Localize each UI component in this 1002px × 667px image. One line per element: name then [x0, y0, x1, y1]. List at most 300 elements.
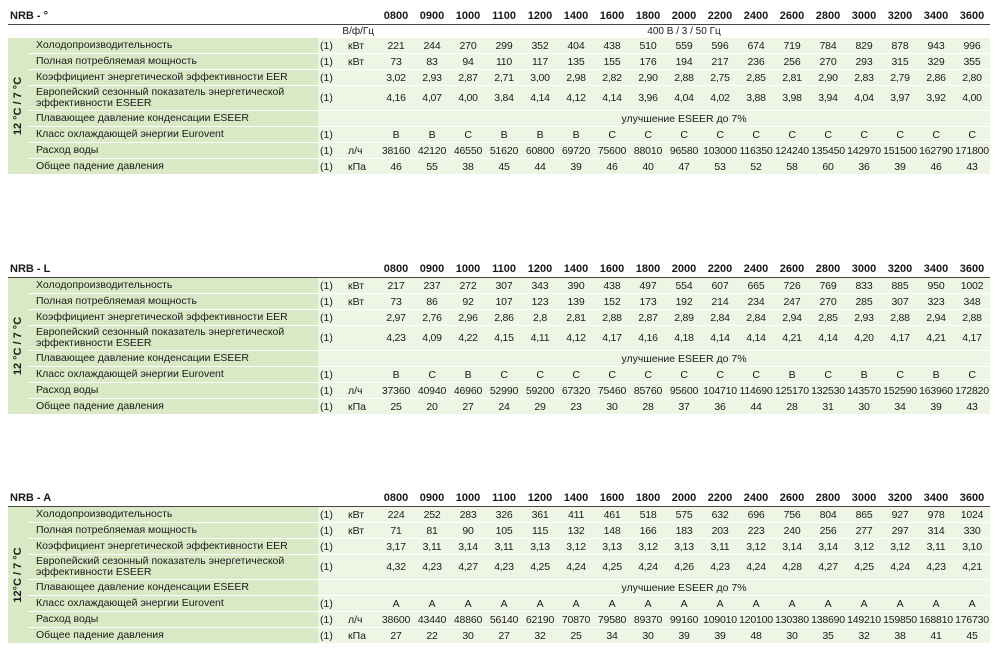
- cell-value: 52990: [486, 383, 522, 399]
- table-row: [8, 555, 990, 580]
- cell-value: 3,96: [630, 86, 666, 111]
- table-row: [8, 596, 990, 612]
- cell-value: C: [774, 127, 810, 143]
- cell-value: 163960: [919, 384, 953, 397]
- cell-value: C: [450, 127, 486, 143]
- row-label: Плавающее давление конденсации ESEER: [28, 580, 318, 596]
- row-unit: л/ч: [346, 383, 378, 399]
- cell-value: 172820: [955, 384, 989, 397]
- cell-value: 4,17: [882, 326, 918, 351]
- cell-value: 45: [954, 628, 990, 644]
- cell-value: 2,90: [630, 70, 666, 86]
- power-supply-value: 400 В / 3 / 50 Гц: [647, 26, 721, 37]
- cell-value: 53: [702, 159, 738, 175]
- model-header: 2400: [738, 490, 774, 507]
- spec-table: [8, 8, 990, 175]
- model-header: 0900: [414, 490, 450, 507]
- row-note: (1): [318, 399, 346, 415]
- cell-value: 88010: [630, 143, 666, 159]
- row-label: Класс охлаждающей энергии Eurovent: [28, 127, 318, 143]
- cell-value: 28: [630, 399, 666, 415]
- model-header: 2600: [774, 490, 810, 507]
- cell-value: C: [666, 367, 702, 383]
- cell-value: 2,82: [594, 70, 630, 86]
- cell-value: 2,86: [486, 310, 522, 326]
- cell-value: 4,17: [594, 326, 630, 351]
- cell-value: 438: [594, 38, 630, 54]
- cell-value: 2,75: [702, 70, 738, 86]
- cell-value: 36: [846, 159, 882, 175]
- cell-value: 81: [414, 523, 450, 539]
- cell-value: C: [738, 127, 774, 143]
- row-note: (1): [318, 383, 346, 399]
- table-row: [8, 351, 990, 367]
- cell-value: 885: [882, 278, 918, 294]
- cell-value: B: [918, 367, 954, 383]
- cell-value: 270: [450, 38, 486, 54]
- cell-value: 2,81: [774, 70, 810, 86]
- table-row: [8, 580, 990, 596]
- cell-value: 3,84: [486, 86, 522, 111]
- cell-value: 35: [810, 628, 846, 644]
- cell-value: 329: [918, 54, 954, 70]
- cell-value: 217: [378, 278, 414, 294]
- cell-value: 361: [522, 507, 558, 523]
- cell-value: 71: [378, 523, 414, 539]
- cell-value: 4,18: [666, 326, 702, 351]
- cell-value: C: [522, 367, 558, 383]
- row-note: (1): [318, 523, 346, 539]
- row-unit: кВт: [346, 507, 378, 523]
- row-note: (1): [318, 278, 346, 294]
- cell-value: 293: [846, 54, 882, 70]
- cell-value: 30: [846, 399, 882, 415]
- cell-value: 878: [882, 38, 918, 54]
- cell-value: 323: [918, 294, 954, 310]
- model-header: 1600: [594, 261, 630, 278]
- temperature-label-text: 12 °C / 7 °C: [12, 316, 24, 376]
- table-row: [8, 54, 990, 70]
- row-note: (1): [318, 159, 346, 175]
- cell-value: 32: [522, 628, 558, 644]
- model-header: 2800: [810, 261, 846, 278]
- cell-value: A: [414, 596, 450, 612]
- cell-value: 411: [558, 507, 594, 523]
- model-header: 3400: [918, 261, 954, 278]
- table-title: NRB - L: [8, 261, 378, 278]
- row-unit: [346, 127, 378, 143]
- cell-value: 2,83: [846, 70, 882, 86]
- cell-value: 2,79: [882, 70, 918, 86]
- row-label: Плавающее давление конденсации ESEER: [28, 351, 318, 367]
- spec-table-nrb-l: [8, 261, 990, 415]
- cell-value: 223: [738, 523, 774, 539]
- row-unit: [346, 86, 378, 111]
- cell-value: 461: [594, 507, 630, 523]
- model-header: 1000: [450, 490, 486, 507]
- cell-value: 769: [810, 278, 846, 294]
- cell-value: 46: [918, 159, 954, 175]
- cell-value: 2,8: [522, 310, 558, 326]
- cell-value: 4,23: [918, 555, 954, 580]
- cell-value: 4,23: [702, 555, 738, 580]
- cell-value: 833: [846, 278, 882, 294]
- cell-value: 194: [666, 54, 702, 70]
- model-header: 1000: [450, 261, 486, 278]
- cell-value: 38160: [378, 143, 414, 159]
- cell-value: 107: [486, 294, 522, 310]
- table-row: [8, 628, 990, 644]
- cell-value: 130380: [775, 613, 809, 626]
- cell-value: 4,27: [450, 555, 486, 580]
- table-row: [8, 278, 990, 294]
- cell-value: C: [810, 367, 846, 383]
- model-header: 2200: [702, 261, 738, 278]
- cell-value: 2,84: [702, 310, 738, 326]
- cell-value: 2,88: [954, 310, 990, 326]
- row-unit: кПа: [346, 628, 378, 644]
- row-unit: кПа: [346, 159, 378, 175]
- cell-value: 89370: [630, 612, 666, 628]
- cell-value: B: [522, 127, 558, 143]
- cell-value: 3,92: [918, 86, 954, 111]
- model-header: 1800: [630, 261, 666, 278]
- cell-value: 829: [846, 38, 882, 54]
- cell-value: B: [558, 127, 594, 143]
- cell-value: 75600: [594, 143, 630, 159]
- table-title: NRB - A: [8, 490, 378, 507]
- cell-value: 132: [558, 523, 594, 539]
- cell-value: 2,93: [846, 310, 882, 326]
- cell-value: 39: [882, 159, 918, 175]
- row-label: Полная потребляемая мощность: [28, 523, 318, 539]
- temperature-side-label: [8, 38, 28, 175]
- row-note: (1): [318, 628, 346, 644]
- row-label: Холодопроизводительность: [28, 507, 318, 523]
- cell-value: 554: [666, 278, 702, 294]
- model-header: 2200: [702, 8, 738, 25]
- cell-value: 162790: [919, 144, 953, 157]
- cell-value: 2,85: [738, 70, 774, 86]
- cell-value: 4,20: [846, 326, 882, 351]
- cell-value: 236: [738, 54, 774, 70]
- cell-value: 307: [882, 294, 918, 310]
- spec-table: [8, 490, 990, 644]
- cell-value: 92: [450, 294, 486, 310]
- cell-value: 25: [378, 399, 414, 415]
- cell-value: 950: [918, 278, 954, 294]
- cell-value: 3,88: [738, 86, 774, 111]
- cell-value: 2,94: [774, 310, 810, 326]
- cell-value: A: [918, 596, 954, 612]
- header-row: [8, 8, 990, 25]
- cell-value: 45: [486, 159, 522, 175]
- cell-value: 4,24: [630, 555, 666, 580]
- cell-value: 390: [558, 278, 594, 294]
- cell-value: 143570: [847, 384, 881, 397]
- cell-value: 176730: [955, 613, 989, 626]
- row-unit: [346, 596, 378, 612]
- model-header: 2600: [774, 261, 810, 278]
- cell-value: B: [774, 367, 810, 383]
- cell-value: 2,80: [954, 70, 990, 86]
- model-header: 1400: [558, 490, 594, 507]
- cell-value: 38600: [378, 612, 414, 628]
- cell-value: 192: [666, 294, 702, 310]
- cell-value: C: [702, 367, 738, 383]
- cell-value: 117: [522, 54, 558, 70]
- cell-value: 2,85: [810, 310, 846, 326]
- row-note: (1): [318, 70, 346, 86]
- cell-value: 4,02: [702, 86, 738, 111]
- cell-value: 152590: [883, 384, 917, 397]
- model-header: 2200: [702, 490, 738, 507]
- row-note: (1): [318, 127, 346, 143]
- row-note: (1): [318, 539, 346, 555]
- cell-value: 159850: [883, 613, 917, 626]
- cell-value: 43: [954, 399, 990, 415]
- cell-value: 59200: [522, 383, 558, 399]
- cell-value: C: [882, 127, 918, 143]
- table-row: [8, 111, 990, 127]
- row-label: Общее падение давления: [28, 399, 318, 415]
- cell-value: C: [738, 367, 774, 383]
- cell-value: 132530: [811, 384, 845, 397]
- table-row: [8, 383, 990, 399]
- cell-value: 79580: [594, 612, 630, 628]
- table-row: [8, 507, 990, 523]
- cell-value: C: [558, 367, 594, 383]
- cell-value: 3,02: [378, 70, 414, 86]
- cell-value: 123: [522, 294, 558, 310]
- model-header: 1800: [630, 490, 666, 507]
- cell-value: C: [954, 127, 990, 143]
- cell-value: 4,28: [774, 555, 810, 580]
- cell-value: 2,88: [666, 70, 702, 86]
- table-row: [8, 38, 990, 54]
- row-note: (1): [318, 86, 346, 111]
- row-unit: кВт: [346, 54, 378, 70]
- cell-value: 46960: [450, 383, 486, 399]
- cell-value: 240: [774, 523, 810, 539]
- cell-value: 285: [846, 294, 882, 310]
- cell-value: 27: [450, 399, 486, 415]
- model-header: 2800: [810, 490, 846, 507]
- cell-value: 38: [450, 159, 486, 175]
- cell-value: 996: [954, 38, 990, 54]
- power-supply-unit: В/ф/Гц: [342, 26, 375, 37]
- cell-value: 58: [774, 159, 810, 175]
- cell-value: 168810: [919, 613, 953, 626]
- cell-value: 559: [666, 38, 702, 54]
- cell-value: 596: [702, 38, 738, 54]
- cell-value: A: [522, 596, 558, 612]
- cell-value: 4,14: [810, 326, 846, 351]
- row-span-value: улучшение ESEER до 7%: [378, 351, 990, 367]
- cell-value: 3,14: [450, 539, 486, 555]
- cell-value: B: [450, 367, 486, 383]
- row-unit: [346, 111, 378, 127]
- cell-value: C: [954, 367, 990, 383]
- cell-value: 3,98: [774, 86, 810, 111]
- model-header: 3600: [954, 490, 990, 507]
- cell-value: 3,97: [882, 86, 918, 111]
- cell-value: 40: [630, 159, 666, 175]
- row-label: Европейский сезонный показатель энергетической эффективности ESEER: [28, 326, 318, 351]
- model-header: 3200: [882, 261, 918, 278]
- model-header: 1400: [558, 8, 594, 25]
- cell-value: 943: [918, 38, 954, 54]
- model-header: 0900: [414, 261, 450, 278]
- cell-value: 4,23: [414, 555, 450, 580]
- row-unit: [346, 310, 378, 326]
- table-row: [8, 294, 990, 310]
- cell-value: 4,26: [666, 555, 702, 580]
- table-row: [8, 127, 990, 143]
- row-unit: л/ч: [346, 612, 378, 628]
- cell-value: 252: [414, 507, 450, 523]
- row-label: Общее падение давления: [28, 628, 318, 644]
- table-row: [8, 523, 990, 539]
- row-note: (1): [318, 326, 346, 351]
- cell-value: 37: [666, 399, 702, 415]
- cell-value: 46550: [450, 143, 486, 159]
- cell-value: C: [414, 367, 450, 383]
- cell-value: 28: [774, 399, 810, 415]
- cell-value: 3,12: [846, 539, 882, 555]
- row-unit: кВт: [346, 278, 378, 294]
- cell-value: 39: [558, 159, 594, 175]
- row-label: Коэффициент энергетической эффективности EER: [28, 70, 318, 86]
- cell-value: 4,09: [414, 326, 450, 351]
- cell-value: 148: [594, 523, 630, 539]
- cell-value: C: [594, 127, 630, 143]
- cell-value: 34: [882, 399, 918, 415]
- cell-value: 244: [414, 38, 450, 54]
- cell-value: 237: [414, 278, 450, 294]
- cell-value: 3,11: [918, 539, 954, 555]
- table-title: NRB - °: [8, 8, 378, 25]
- header-row: [8, 261, 990, 278]
- cell-value: 96580: [666, 143, 702, 159]
- cell-value: 70870: [558, 612, 594, 628]
- cell-value: 115: [522, 523, 558, 539]
- cell-value: 27: [378, 628, 414, 644]
- cell-value: 3,11: [702, 539, 738, 555]
- cell-value: C: [630, 367, 666, 383]
- model-header: 1100: [486, 490, 522, 507]
- cell-value: 4,27: [810, 555, 846, 580]
- cell-value: A: [630, 596, 666, 612]
- model-header: 1200: [522, 261, 558, 278]
- cell-value: 124240: [775, 144, 809, 157]
- cell-value: 575: [666, 507, 702, 523]
- cell-value: 3,14: [810, 539, 846, 555]
- row-unit: кПа: [346, 399, 378, 415]
- cell-value: 4,14: [522, 86, 558, 111]
- row-label: Класс охлаждающей энергии Eurovent: [28, 596, 318, 612]
- cell-value: 30: [450, 628, 486, 644]
- cell-value: 86: [414, 294, 450, 310]
- cell-value: 2,76: [414, 310, 450, 326]
- cell-value: 99160: [666, 612, 702, 628]
- cell-value: 2,98: [558, 70, 594, 86]
- row-span-value: улучшение ESEER до 7%: [378, 580, 990, 596]
- cell-value: 90: [450, 523, 486, 539]
- cell-value: A: [666, 596, 702, 612]
- cell-value: 37360: [378, 383, 414, 399]
- row-unit: [346, 367, 378, 383]
- cell-value: 2,87: [450, 70, 486, 86]
- cell-value: 4,25: [846, 555, 882, 580]
- row-note: (1): [318, 38, 346, 54]
- cell-value: B: [846, 367, 882, 383]
- model-header: 3400: [918, 8, 954, 25]
- temperature-label-text: 12 °C / 7 °C: [12, 76, 24, 136]
- cell-value: 1024: [954, 507, 990, 523]
- temperature-side-label: [8, 507, 28, 644]
- cell-value: 75460: [594, 383, 630, 399]
- cell-value: B: [378, 367, 414, 383]
- cell-value: 2,88: [594, 310, 630, 326]
- cell-value: 696: [738, 507, 774, 523]
- cell-value: 43440: [414, 612, 450, 628]
- cell-value: 203: [702, 523, 738, 539]
- model-header: 3000: [846, 8, 882, 25]
- table-row: [8, 367, 990, 383]
- table-row: [8, 326, 990, 351]
- model-header: 1600: [594, 490, 630, 507]
- cell-value: 47: [666, 159, 702, 175]
- model-header: 1600: [594, 8, 630, 25]
- cell-value: 31: [810, 399, 846, 415]
- cell-value: 43: [954, 159, 990, 175]
- cell-value: 3,17: [378, 539, 414, 555]
- row-unit: [346, 326, 378, 351]
- cell-value: 42120: [414, 143, 450, 159]
- row-unit: [346, 70, 378, 86]
- cell-value: 183: [666, 523, 702, 539]
- cell-value: 221: [378, 38, 414, 54]
- cell-value: 73: [378, 54, 414, 70]
- cell-value: 24: [486, 399, 522, 415]
- cell-value: 4,12: [558, 326, 594, 351]
- cell-value: 46: [378, 159, 414, 175]
- cell-value: 2,90: [810, 70, 846, 86]
- cell-value: B: [378, 127, 414, 143]
- cell-value: 55: [414, 159, 450, 175]
- model-header: 3200: [882, 8, 918, 25]
- row-unit: л/ч: [346, 143, 378, 159]
- cell-value: 67320: [558, 383, 594, 399]
- cell-value: 29: [522, 399, 558, 415]
- cell-value: 4,16: [630, 326, 666, 351]
- table-row: [8, 159, 990, 175]
- cell-value: 105: [486, 523, 522, 539]
- cell-value: 4,00: [954, 86, 990, 111]
- cell-value: 155: [594, 54, 630, 70]
- cell-value: 46: [594, 159, 630, 175]
- cell-value: 152: [594, 294, 630, 310]
- cell-value: 83: [414, 54, 450, 70]
- cell-value: 94: [450, 54, 486, 70]
- cell-value: A: [594, 596, 630, 612]
- cell-value: 2,86: [918, 70, 954, 86]
- cell-value: 3,12: [738, 539, 774, 555]
- cell-value: 4,04: [846, 86, 882, 111]
- cell-value: 307: [486, 278, 522, 294]
- cell-value: A: [738, 596, 774, 612]
